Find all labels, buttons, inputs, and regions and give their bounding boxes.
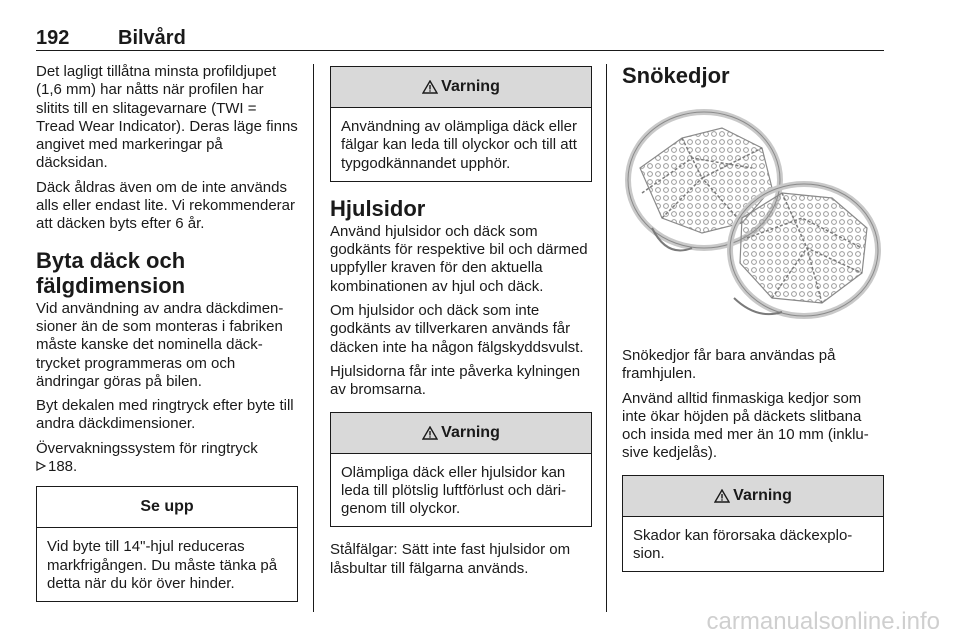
warning-box-3 [622, 475, 884, 573]
warning-triangle-icon [422, 80, 438, 94]
paragraph-steel-rims: Stålfälgar: Sätt inte fast hjulsidor om låsbultar till fälgarna används. [330, 541, 571, 577]
page-reference-link[interactable]: 188. [48, 458, 78, 476]
warning-header-2 [331, 413, 591, 454]
paragraph-tread-depth: Det lagligt tillåtna minsta profildjupet (1,6 mm) har nåtts när profilen har slitits till en slitagevarnare (TWI = Tread Wear Indicator). Deras läge finns angivet med markeringar på däcksidan. [36, 63, 298, 172]
tpms-reference-text: Övervakningssystem för ringtryck [36, 439, 258, 457]
warning-box-2 [330, 412, 592, 528]
column-divider-1 [313, 64, 314, 612]
warning-title-2: Varning [441, 423, 500, 441]
warning-header-3 [623, 476, 883, 517]
heading-tyre-size-change: Byta däck och fälgdimension [36, 247, 186, 298]
notice-text: Vid byte till 14"-hjul reduceras markfrigången. Du måste tänka på detta när du kör över hinder. [47, 538, 278, 592]
warning-text-3: Skador kan förorsaka däckexplosion. [633, 526, 853, 563]
warning-triangle-icon [714, 489, 730, 503]
paragraph-tyre-aging: Däck åldras även om de inte används alls eller endast lite. Vi rekommenderar att däcken byts efter 6 år. [36, 178, 296, 233]
paragraph-approved-covers: Använd hjulsidor och däck som godkänts för respektive bil och därmed uppfyller kraven för den aktuella kombinationen av hjul och däck. [330, 222, 588, 295]
header-rule [36, 50, 884, 51]
column-1 [36, 63, 298, 616]
notice-title: Se upp [37, 487, 297, 528]
paragraph-pressure-label: Byt dekalen med ringtryck efter byte till andra däckdimensioner. [36, 397, 294, 433]
warning-header-1 [331, 67, 591, 108]
warning-text-2: Olämpliga däck eller hjulsidor kan leda till plötslig luftförlust och därigenom till olyckor. [341, 463, 567, 518]
watermark: carmanualsonline.info [706, 608, 940, 635]
section-title: Bilvård [118, 27, 186, 49]
paragraph-fine-mesh: Använd alltid finmaskiga kedjor som inte ökar höjden på däckets slitbana och insida med mer än 10 mm (inklusive kedjelås). [622, 389, 869, 462]
column-3 [622, 63, 884, 586]
column-2 [330, 63, 592, 584]
heading-wheel-covers: Hjulsidor [330, 195, 426, 221]
paragraph-front-wheels: Snökedjor får bara användas på framhjulen. [622, 347, 836, 383]
warning-box-1 [330, 66, 592, 182]
paragraph-unapproved-covers: Om hjulsidor och däck som inte godkänts av tillverkaren används får däcken inte ha någon fälgskyddsvulst. [330, 302, 584, 356]
paragraph-other-dimensions: Vid användning av andra däckdimensioner än de som monteras i fabriken måste kanske det nominella däcktrycket programmeras om och ändringar göras på bilen. [36, 299, 284, 390]
warning-triangle-icon [422, 426, 438, 440]
column-divider-2 [606, 64, 607, 612]
page-reference-arrow-icon [36, 461, 46, 471]
warning-title-1: Varning [441, 78, 500, 95]
notice-box [36, 486, 298, 602]
warning-title-3: Varning [733, 486, 792, 504]
page-number: 192 [36, 27, 70, 49]
warning-text-1: Användning av olämpliga däck eller fälgar kan leda till olyckor och till att typgodkännandet upphör. [341, 118, 577, 172]
paragraph-brake-cooling: Hjulsidorna får inte påverka kylningen av bromsarna. [330, 362, 581, 399]
paragraph-tpms-reference [36, 440, 298, 477]
heading-snow-chains: Snökedjor [622, 63, 730, 88]
snow-chains-illustration [622, 98, 884, 328]
